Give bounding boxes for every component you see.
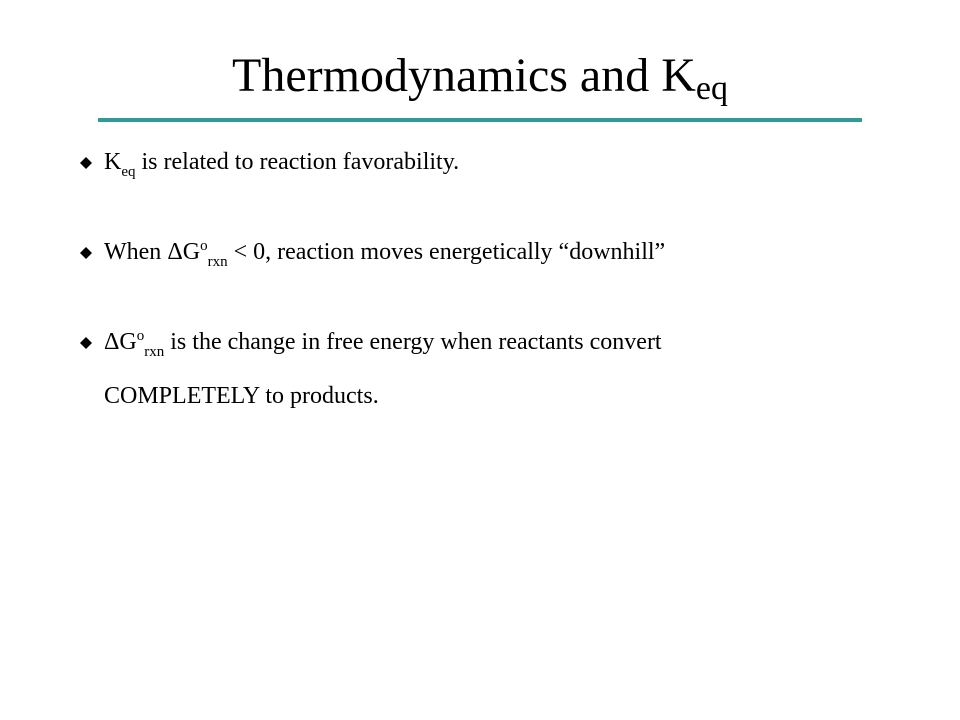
diamond-bullet-icon <box>80 337 94 349</box>
delta-g-symbol: ΔG <box>104 329 137 355</box>
bullet-continuation: COMPLETELY to products. <box>104 383 379 409</box>
bullet-body: < 0, reaction moves energetically “downhill” <box>227 239 666 265</box>
title-main: Thermodynamics and K <box>232 49 696 102</box>
bullet-body: is related to reaction favorability. <box>135 149 460 175</box>
delta-g-symbol: ΔG <box>167 239 201 265</box>
rxn-subscript: rxn <box>207 254 228 270</box>
keq-symbol: K <box>104 149 122 175</box>
title-divider <box>98 118 862 122</box>
bullet-text <box>104 142 884 182</box>
standard-state-superscript: o <box>136 328 145 344</box>
diamond-bullet-icon <box>80 157 94 169</box>
bullet-text <box>104 322 884 362</box>
standard-state-superscript: o <box>200 238 208 254</box>
title-subscript: eq <box>695 70 728 107</box>
diamond-bullet-icon <box>80 247 94 259</box>
bullet-body: is the change in free energy when reactants convert <box>164 329 662 355</box>
bullet-prefix: When <box>104 239 168 265</box>
slide-title <box>0 46 960 106</box>
rxn-subscript: rxn <box>144 344 165 360</box>
keq-subscript: eq <box>121 164 136 180</box>
bullet-text <box>104 232 884 272</box>
